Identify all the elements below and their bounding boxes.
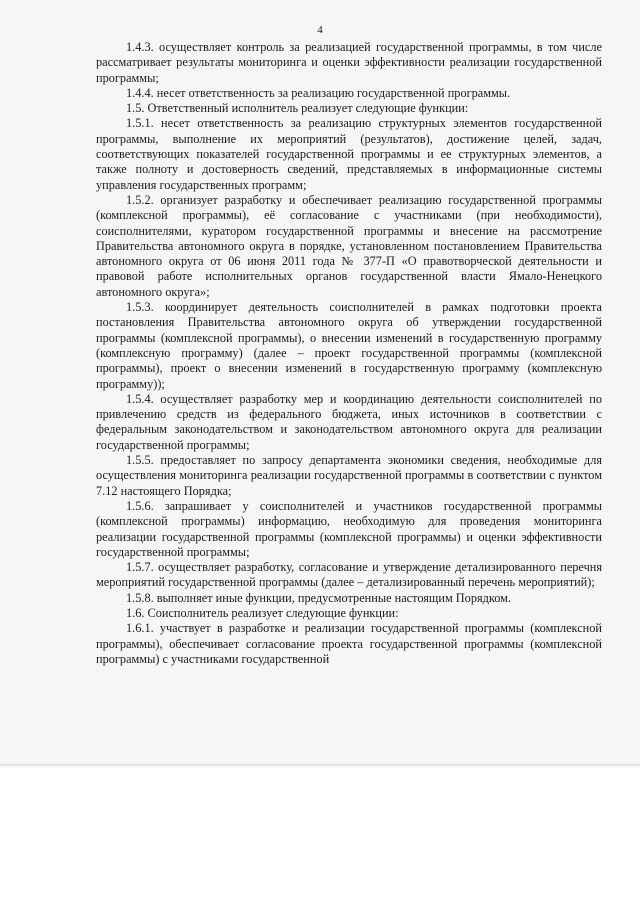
page-number: 4 [317, 24, 323, 36]
paragraph-1-5-4: 1.5.4. осуществляет разработку мер и координацию деятельности соисполнителей по привлечению средств из федерального бюджета, иных источников в соответствии с федеральным законодательством и законодательством автономного округа для реализации государственной программы; [96, 391, 602, 452]
paragraph-1-4-4: 1.4.4. несет ответственность за реализацию государственной программы. [126, 85, 511, 100]
document-body [96, 40, 602, 667]
paragraph-1-6: 1.6. Соисполнитель реализует следующие функции: [126, 605, 399, 620]
paragraph-1-5-5: 1.5.5. предоставляет по запросу департамента экономики сведения, необходимые для осуществления мониторинга реализации государственной программы в соответствии с пунктом 7.12 настоящего Порядка; [96, 453, 602, 498]
paragraph-1-5-3: 1.5.3. координирует деятельность соисполнителей в рамках подготовки проекта постановления Правительства автономного округа об утверждении государственной программы (комплексной программы), о внесении изменений в государственную программу (комплексную программу) (далее – проект государственной программы (комплексной программы), проект о внесении изменений в государственную программу (комплексную программу)); [96, 300, 602, 391]
paragraph-1-5-8: 1.5.8. выполняет иные функции, предусмотренные настоящим Порядком. [126, 590, 512, 605]
paragraph-1-4-3: 1.4.3. осуществляет контроль за реализацией государственной программы, в том числе рассматривает результаты мониторинга и оценки эффективности реализации государственной программы; [96, 40, 602, 85]
paragraph-1-5-1: 1.5.1. несет ответственность за реализацию структурных элементов государственной программы, выполнение их мероприятий (результатов), достижение целей, задач, соответствующих показателей государственной программы и ее структурных элементов, а также полноту и достоверность сведений, представляемых в информационные системы управления государственных программ; [96, 116, 602, 192]
paragraph-1-6-1: 1.6.1. участвует в разработке и реализации государственной программы (комплексной программы), обеспечивает согласование проекта государственной программы (комплексной программы) с участниками государственной [96, 621, 602, 666]
paragraph-1-5: 1.5. Ответственный исполнитель реализует следующие функции: [126, 101, 469, 116]
paragraph-1-5-6: 1.5.6. запрашивает у соисполнителей и участников государственной программы (комплексной программы) информацию, необходимую для проведения мониторинга реализации государственной программы (комплексной программы) и оценки эффективности государственной программы; [96, 498, 602, 559]
scan-edge-shadow [0, 764, 640, 768]
paragraph-1-5-7: 1.5.7. осуществляет разработку, согласование и утверждение детализированного перечня мероприятий государственной программы (далее – детализированный перечень мероприятий); [96, 560, 602, 590]
paragraph-1-5-2: 1.5.2. организует разработку и обеспечивает реализацию государственной программы (комплексной программы), её согласование с участниками (при необходимости), соисполнителями, куратором государственной программы и внесение на рассмотрение Правительства автономного округа в порядке, установленном постановлением Правительства автономного округа от 06 июня 2011 года № 377-П «О правотворческой деятельности и правовой работе исполнительных органов государственной власти Ямало-Ненецкого автономного округа»; [96, 192, 602, 299]
